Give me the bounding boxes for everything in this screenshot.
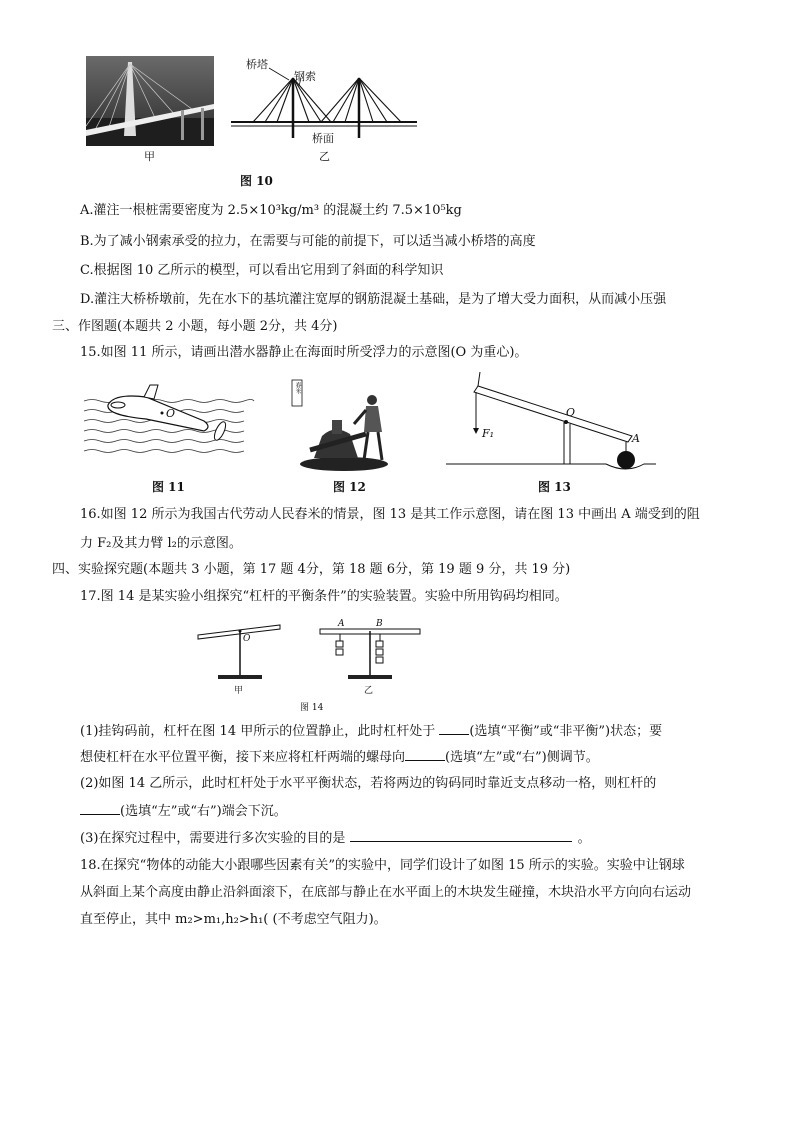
- q15-text: 15.如图 11 所示，请画出潜水器静止在海面时所受浮力的示意图(O 为重心)。: [80, 345, 528, 360]
- q17-1c: 想使杠杆在水平位置平衡，接下来应将杠杆两端的螺母向: [80, 750, 406, 765]
- q17-part1-line2: [80, 748, 599, 767]
- option-a: A.灌注一根桩需要密度为 2.5×10³kg/m³ 的混凝土约 7.5×10⁵kg: [80, 203, 462, 218]
- fig12-caption: 图 12: [333, 480, 366, 494]
- q17-part3: [80, 829, 591, 848]
- fig13-a-label: A: [632, 432, 640, 445]
- fig12-stamp: 舂米: [294, 382, 301, 394]
- q17-1d: (选填“左”或“右”)侧调节。: [445, 750, 599, 765]
- q17-part1-line1: [80, 722, 662, 741]
- q17-1a: (1)挂钩码前，杠杆在图 14 甲所示的位置静止，此时杠杆处于: [80, 724, 440, 739]
- fig13-f-label: F₁: [482, 427, 495, 440]
- q18-line2: 从斜面上某个高度由静止沿斜面滚下，在底部与静止在水平面上的木块发生碰撞，木块沿水平方向向右运动: [80, 885, 692, 900]
- section4-title: 四、实验探究题(本题共 3 小题，第 17 题 4分，第 18 题 6分，第 19 题 9 分，共 19 分): [52, 562, 571, 577]
- fig10-label-jia: 甲: [144, 150, 155, 163]
- q17-blank-2[interactable]: [405, 748, 445, 761]
- fig14-b-label: B: [376, 619, 383, 629]
- q17-text: 17.图 14 是某实验小组探究“杠杆的平衡条件”的实验装置。实验中所用钩码均相同。: [80, 589, 568, 604]
- fig14-jia: 甲: [234, 686, 244, 696]
- fig14-caption: 图 14: [300, 703, 324, 713]
- option-b: B.为了减小钢索承受的拉力，在需要与可能的前提下，可以适当减小桥塔的高度: [80, 234, 536, 249]
- fig11-o-label: O: [166, 407, 176, 420]
- q17-part2-line2: [80, 802, 287, 821]
- q17-3b: 。: [577, 831, 591, 846]
- figure-14-lever-setup: [188, 617, 428, 685]
- fig10-label-tower: 桥塔: [246, 58, 268, 71]
- q17-2b: (选填“左”或“右”)端会下沉。: [120, 804, 287, 819]
- q18-line3: 直至停止，其中 m₂>m₁,h₂>h₁( (不考虑空气阻力)。: [80, 912, 387, 927]
- q16-line2: 力 F₂及其力臂 l₂的示意图。: [80, 536, 242, 551]
- fig14-o-label: O: [243, 634, 251, 644]
- fig10-label-cable: 钢索: [294, 70, 316, 83]
- option-c: C.根据图 10 乙所示的模型，可以看出它用到了斜面的科学知识: [80, 263, 444, 278]
- fig10-label-yi: 乙: [319, 150, 330, 163]
- fig14-a-label: A: [338, 619, 345, 629]
- option-d: D.灌注大桥桥墩前，先在水下的基坑灌注宽厚的钢筋混凝土基础，是为了增大受力面积，从而减小压强: [80, 292, 667, 307]
- section3-title: 三、作图题(本题共 2 小题，每小题 2分，共 4分): [52, 319, 338, 334]
- fig13-caption: 图 13: [538, 480, 571, 494]
- q17-blank-1[interactable]: [439, 722, 469, 735]
- fig10-label-deck: 桥面: [312, 132, 334, 145]
- fig14-yi: 乙: [364, 686, 374, 696]
- q18-line1: 18.在探究“物体的动能大小跟哪些因素有关”的实验中，同学们设计了如图 15 所示的实验。实验中让钢球: [80, 858, 685, 873]
- figure-11-submarine: [84, 383, 254, 461]
- fig10-caption: 图 10: [240, 174, 273, 188]
- q17-part2-line1: (2)如图 14 乙所示，此时杠杆处于水平平衡状态，若将两边的钩码同时靠近支点移动一格，则杠杆的: [80, 776, 657, 791]
- q17-blank-4[interactable]: [350, 829, 572, 842]
- q16-line1: 16.如图 12 所示为我国古代劳动人民舂米的情景，图 13 是其工作示意图，请在图 13 中画出 A 端受到的阻: [80, 507, 700, 522]
- q17-blank-3[interactable]: [80, 802, 120, 815]
- q17-3a: (3)在探究过程中，需要进行多次实验的目的是: [80, 831, 350, 846]
- q17-1b: (选填“平衡”或“非平衡”)状态；要: [469, 724, 663, 739]
- bridge-photo: [86, 56, 214, 146]
- figure-12-rice-pounding: [292, 380, 402, 472]
- fig13-o-label: O: [566, 406, 576, 419]
- figure-13-lever: [446, 372, 656, 472]
- figure-10: [86, 56, 426, 186]
- fig11-caption: 图 11: [152, 480, 185, 494]
